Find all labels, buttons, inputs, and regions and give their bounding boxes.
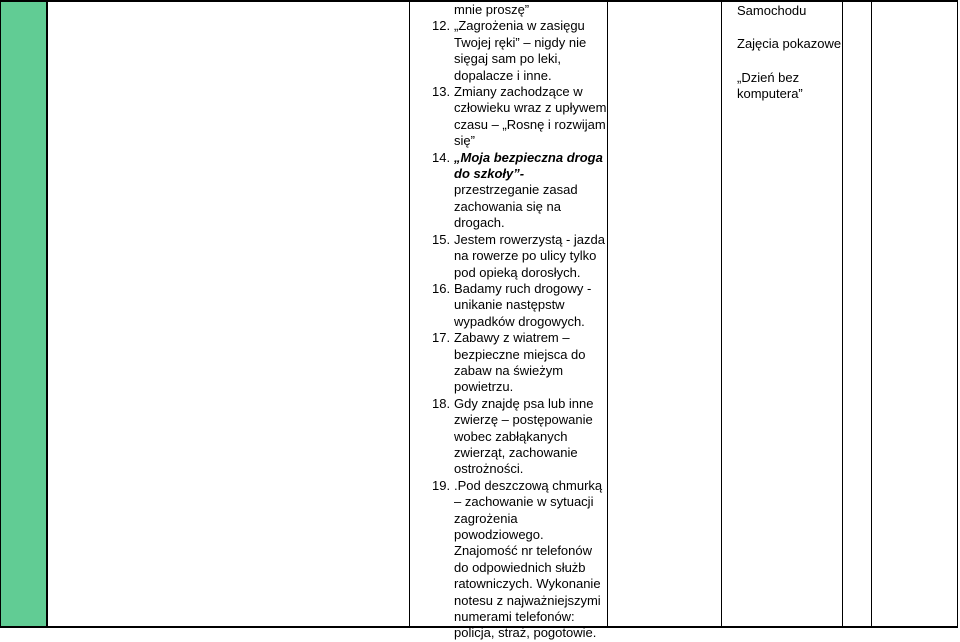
note-line: Zajęcia pokazowe	[737, 36, 842, 52]
item-number: 18.	[432, 395, 451, 411]
item-number: 12.	[432, 18, 451, 34]
item-text: przestrzeganie zasad zachowania się na drogach.	[454, 182, 578, 231]
list-item	[421, 84, 609, 150]
empty-column	[608, 0, 722, 628]
lead-line: mnie proszę”	[454, 2, 530, 17]
item-text: Gdy znajdę psa lub inne zwierzę – postępowanie wobec zabłąkanych zwierząt, zachowanie ostrożności.	[454, 395, 594, 477]
item-bold-title: „Moja bezpieczna droga do szkoły”-	[454, 149, 603, 182]
list-item	[421, 281, 609, 330]
list-item	[421, 396, 609, 478]
item-text: „Zagrożenia w zasięgu Twojej ręki” – nigdy nie sięgaj sam po leki, dopalacze i inne.	[454, 18, 587, 83]
accent-column	[0, 0, 48, 628]
item-number: 17.	[432, 330, 451, 346]
list-item	[421, 18, 609, 84]
note-line: „Dzień bez komputera”	[737, 69, 803, 102]
list-item	[421, 150, 609, 232]
empty-column	[872, 0, 958, 628]
item-text: Badamy ruch drogowy - unikanie następstw wypadków drogowych.	[454, 280, 592, 329]
item-number: 16.	[432, 280, 451, 296]
tail-paragraph: Znajomość nr telefonów do odpowiednich służb ratowniczych. Wykonanie notesu z najważniejszymi numerami telefonów: policja, straż, pogotowie.	[454, 543, 601, 641]
item-text: Jestem rowerzystą - jazda na rowerze po ulicy tylko pod opieką dorosłych.	[454, 231, 605, 280]
lesson-list	[421, 2, 609, 642]
item-number: 13.	[432, 84, 451, 100]
notes-text	[737, 3, 847, 103]
empty-column	[843, 0, 872, 628]
list-item	[421, 232, 609, 281]
item-text: Zabawy z wiatrem – bezpieczne miejsca do zabaw na świeżym powietrzu.	[454, 330, 586, 395]
item-number: 19.	[432, 477, 451, 493]
list-item	[421, 478, 609, 544]
item-number: 15.	[432, 231, 451, 247]
item-text: .Pod deszczową chmurką – zachowanie w sytuacji zagrożenia powodziowego.	[454, 477, 603, 542]
note-line: Samochodu	[737, 3, 807, 18]
item-number: 14.	[432, 149, 451, 165]
list-item	[421, 330, 609, 396]
empty-column	[48, 0, 410, 628]
item-text: Zmiany zachodzące w człowieku wraz z upływem czasu – „Rosnę i rozwijam się”	[454, 84, 607, 149]
